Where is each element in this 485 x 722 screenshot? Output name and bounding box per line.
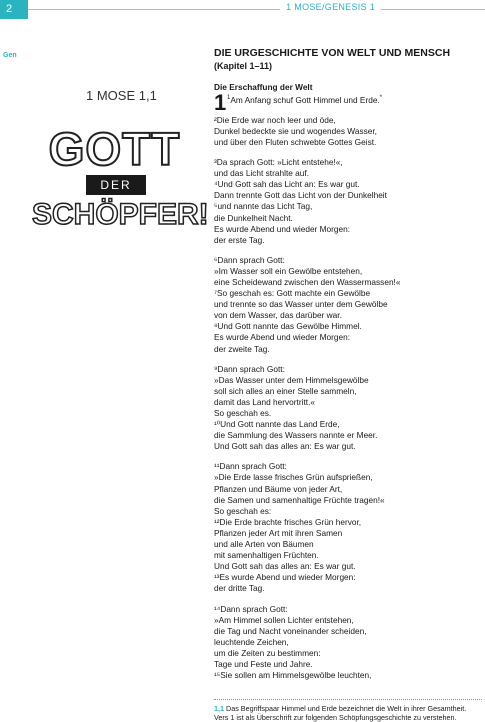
verse-1 bbox=[214, 90, 476, 115]
footnote-ref: 1,1 bbox=[214, 704, 224, 713]
illustration bbox=[32, 88, 209, 253]
illustration-reference: 1 MOSE 1,1 bbox=[86, 88, 157, 103]
paragraph: ¹¹Dann sprach Gott: »Die Erde lasse frisches Grün aufsprießen, Pflanzen und Bäume von jeder Art, die Samen und samenhaltige Früchte tragen!« So geschah es: ¹²Die Erde brachte frisches Grün hervor, Pflanzen jeder Art mit ihren Samen und alle Arten von Bäumen mit samenhaltigen Früchten. Und Gott sah das alles an: Es war gut. ¹³Es wurde Abend und wieder Morgen: der dritte Tag. bbox=[214, 461, 385, 594]
illustration-banner: DER bbox=[86, 175, 146, 195]
page-title: DIE URGESCHICHTE VON WELT UND MENSCH bbox=[214, 47, 451, 59]
text-column bbox=[214, 47, 476, 690]
page-subtitle: (Kapitel 1–11) bbox=[214, 61, 273, 71]
paragraph: ²Die Erde war noch leer und öde, Dunkel bedeckte sie und wogendes Wasser, und über den Fluten schwebte Gottes Geist. bbox=[214, 114, 377, 147]
illustration-schoepfer: SCHÖPFER! bbox=[32, 198, 209, 231]
footnote-marker: * bbox=[379, 95, 383, 101]
verse-1-text: Am Anfang schuf Gott Himmel und Erde. bbox=[230, 94, 380, 105]
book-tab: Gen bbox=[3, 52, 17, 59]
chapter-number: 1 bbox=[214, 90, 227, 115]
header-rule bbox=[28, 9, 485, 10]
paragraph: ⁶Dann sprach Gott: »Im Wasser soll ein Gewölbe entstehen, eine Scheidewand zwischen den Wassermassen!« ⁷So geschah es: Gott machte ein Gewölbe und trennte so das Wasser unter dem Gewölbe von dem Wasser, das darüber war. ⁸Und Gott nannte das Gewölbe Himmel. Es wurde Abend und wieder Morgen: der zweite Tag. bbox=[214, 254, 401, 354]
footnote bbox=[214, 699, 482, 722]
paragraph: ¹⁴Dann sprach Gott: »Am Himmel sollen Lichter entstehen, die Tag und Nacht voneinander scheiden, leuchtende Zeichen, um die Zeiten zu bestimmen: Tage und Feste und Jahre. ¹⁵Sie sollen am Himmelsgewölbe leuchten, bbox=[214, 603, 372, 681]
paragraph: ⁹Dann sprach Gott: »Das Wasser unter dem Himmelsgewölbe soll sich alles an einer Stelle sammeln, damit das Land hervortritt.« So geschah es. ¹⁰Und Gott nannte das Land Erde, die Sammlung des Wassers nannte er Meer. Und Gott sah das alles an: Es war gut. bbox=[214, 363, 378, 452]
footnote-text: Das Begriffspaar Himmel und Erde bezeichnet die Welt in ihrer Gesamtheit. Vers 1 ist als Überschrift zur folgenden Schöpfungsgeschichte zu verstehen. bbox=[214, 704, 467, 722]
paragraph: ³Da sprach Gott: »Licht entstehe!«, und das Licht strahlte auf. ⁴Und Gott sah das Licht an: Es war gut. Dann trennte Gott das Licht von der Dunkelheit ⁵und nannte das Licht Tag, die Dunkelheit Nacht. Es wurde Abend und wieder Morgen: der erste Tag. bbox=[214, 157, 387, 245]
section-heading: Die Erschaffung der Welt bbox=[214, 82, 313, 92]
page-number: 2 bbox=[0, 0, 28, 19]
running-head: 1 MOSE/GENESIS 1 bbox=[280, 2, 381, 12]
verse-number: 1 bbox=[227, 95, 231, 101]
illustration-gott: GOTT bbox=[48, 123, 181, 175]
